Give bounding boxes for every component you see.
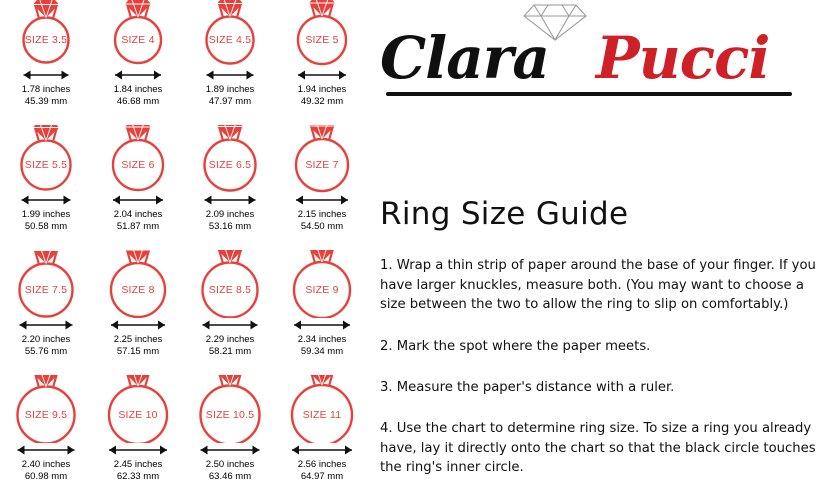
ring-illustration: [276, 250, 368, 318]
ring-size-label: SIZE 4.5: [208, 34, 252, 46]
ring-size-label: SIZE 6: [121, 159, 155, 171]
ring-measurement-mm: 50.58 mm: [24, 220, 68, 232]
ring-size-cell: [92, 375, 184, 500]
ring-illustration: [276, 0, 368, 68]
ring-measurement-inches: 1.84 inches: [113, 84, 163, 95]
page-title: Ring Size Guide: [380, 196, 629, 232]
ring-size-label: SIZE 10: [118, 409, 158, 421]
logo-text-pucci: Pucci: [596, 24, 770, 92]
ring-size-cell: [0, 125, 92, 250]
ring-size-label: SIZE 8.5: [208, 284, 252, 296]
ring-measurement-inches: 2.09 inches: [205, 209, 255, 220]
ring-illustration: [92, 250, 184, 318]
right-panel: [368, 0, 839, 501]
ring-measurement: [0, 459, 92, 482]
ring-measurement: [184, 459, 276, 482]
ring-measurement-inches: 2.50 inches: [205, 459, 255, 470]
ring-illustration: [184, 375, 276, 443]
ring-size-label: SIZE 11: [302, 409, 342, 421]
ring-size-cell: [92, 125, 184, 250]
ring-measurement: [184, 334, 276, 357]
ring-measurement-inches: 1.94 inches: [297, 84, 347, 95]
diameter-arrow-icon: [184, 68, 276, 82]
ring-measurement-inches: 2.20 inches: [21, 334, 71, 345]
diameter-arrow-icon: [276, 443, 368, 457]
ring-measurement-inches: 1.99 inches: [21, 209, 71, 220]
ring-size-cell: [0, 375, 92, 500]
brand-logo: [368, 0, 839, 110]
ring-size-label: SIZE 4: [121, 34, 155, 46]
ring-illustration: [92, 0, 184, 68]
ring-size-label: SIZE 9: [305, 284, 339, 296]
ring-size-cell: [0, 250, 92, 375]
ring-illustration: [0, 375, 92, 443]
ring-measurement-inches: 2.15 inches: [297, 209, 347, 220]
logo-text-clara: Clara: [380, 24, 549, 92]
ring-measurement-mm: 45.39 mm: [24, 95, 68, 107]
ring-measurement: [92, 334, 184, 357]
ring-row: [0, 250, 368, 375]
ring-size-label: SIZE 10.5: [205, 409, 255, 421]
ring-measurement: [0, 84, 92, 107]
ring-illustration: [276, 125, 368, 193]
ring-measurement-mm: 46.68 mm: [116, 95, 160, 107]
ring-illustration: [184, 0, 276, 68]
ring-size-cell: [276, 250, 368, 375]
ring-measurement-mm: 53.16 mm: [208, 220, 252, 232]
ring-size-cell: [184, 0, 276, 125]
ring-size-cell: [92, 0, 184, 125]
diameter-arrow-icon: [0, 318, 92, 332]
instruction-step-3: 3. Measure the paper's distance with a ruler.: [380, 380, 675, 395]
ring-size-cell: [184, 250, 276, 375]
instruction-step-4: 4. Use the chart to determine ring size. To size a ring you already have, lay it directly onto the chart so that the black circle touches the ring's inner circle.: [380, 421, 816, 475]
diameter-arrow-icon: [0, 193, 92, 207]
ring-measurement: [0, 209, 92, 232]
diameter-arrow-icon: [276, 318, 368, 332]
ring-measurement-mm: 63.46 mm: [208, 470, 252, 482]
ring-illustration: [92, 375, 184, 443]
ring-size-cell: [276, 125, 368, 250]
ring-measurement-inches: 2.56 inches: [297, 459, 347, 470]
diameter-arrow-icon: [92, 68, 184, 82]
ring-illustration: [184, 250, 276, 318]
ring-size-chart: [0, 0, 368, 501]
ring-measurement-mm: 59.34 mm: [300, 345, 344, 357]
ring-measurement: [92, 209, 184, 232]
ring-row: [0, 125, 368, 250]
ring-measurement: [92, 84, 184, 107]
ring-size-label: SIZE 5.5: [24, 159, 68, 171]
ring-measurement-inches: 2.45 inches: [113, 459, 163, 470]
ring-size-label: SIZE 9.5: [24, 409, 68, 421]
ring-illustration: [276, 375, 368, 443]
ring-measurement: [276, 334, 368, 357]
ring-measurement-mm: 64.97 mm: [300, 470, 344, 482]
ring-size-label: SIZE 7.5: [24, 284, 68, 296]
ring-measurement-inches: 2.04 inches: [113, 209, 163, 220]
diameter-arrow-icon: [276, 193, 368, 207]
ring-measurement-mm: 62.33 mm: [116, 470, 160, 482]
ring-measurement: [184, 84, 276, 107]
ring-measurement-mm: 51.87 mm: [116, 220, 160, 232]
ring-size-cell: [276, 375, 368, 500]
instruction-step-1: 1. Wrap a thin strip of paper around the base of your finger. If you have larger knuckles, measure both. (You may want to choose a size between the two to allow the ring to slip on comfortably.): [380, 258, 816, 312]
diameter-arrow-icon: [184, 193, 276, 207]
ring-size-label: SIZE 7: [305, 159, 339, 171]
diameter-arrow-icon: [92, 318, 184, 332]
ring-measurement-inches: 2.40 inches: [21, 459, 71, 470]
ring-illustration: [0, 0, 92, 68]
ring-measurement-inches: 1.78 inches: [21, 84, 71, 95]
ring-measurement-inches: 2.34 inches: [297, 334, 347, 345]
ring-size-label: SIZE 6.5: [208, 159, 252, 171]
ring-measurement-mm: 55.76 mm: [24, 345, 68, 357]
ring-measurement: [276, 459, 368, 482]
ring-size-cell: [184, 125, 276, 250]
diameter-arrow-icon: [184, 318, 276, 332]
ring-size-label: SIZE 3.5: [24, 34, 68, 46]
ring-size-label: SIZE 8: [121, 284, 155, 296]
diameter-arrow-icon: [184, 443, 276, 457]
ring-illustration: [184, 125, 276, 193]
ring-size-cell: [0, 0, 92, 125]
ring-measurement-inches: 2.25 inches: [113, 334, 163, 345]
ring-measurement: [0, 334, 92, 357]
ring-row: [0, 0, 368, 125]
ring-size-label: SIZE 5: [305, 34, 339, 46]
ring-measurement-mm: 47.97 mm: [208, 95, 252, 107]
ring-measurement: [276, 209, 368, 232]
ring-illustration: [92, 125, 184, 193]
ring-measurement: [92, 459, 184, 482]
instruction-step-2: 2. Mark the spot where the paper meets.: [380, 339, 651, 354]
ring-measurement-mm: 58.21 mm: [208, 345, 252, 357]
ring-size-cell: [184, 375, 276, 500]
ring-measurement-mm: 54.50 mm: [300, 220, 344, 232]
ring-measurement: [184, 209, 276, 232]
ring-measurement-mm: 60.98 mm: [24, 470, 68, 482]
diameter-arrow-icon: [0, 68, 92, 82]
diameter-arrow-icon: [92, 443, 184, 457]
ring-measurement-mm: 57.15 mm: [116, 345, 160, 357]
logo-underline: [386, 92, 792, 96]
ring-illustration: [0, 125, 92, 193]
ring-measurement-mm: 49.32 mm: [300, 95, 344, 107]
ring-illustration: [0, 250, 92, 318]
diameter-arrow-icon: [276, 68, 368, 82]
ring-measurement: [276, 84, 368, 107]
diameter-arrow-icon: [0, 443, 92, 457]
ring-size-cell: [276, 0, 368, 125]
ring-size-cell: [92, 250, 184, 375]
ring-row: [0, 375, 368, 500]
diameter-arrow-icon: [92, 193, 184, 207]
ring-measurement-inches: 1.89 inches: [205, 84, 255, 95]
ring-measurement-inches: 2.29 inches: [205, 334, 255, 345]
